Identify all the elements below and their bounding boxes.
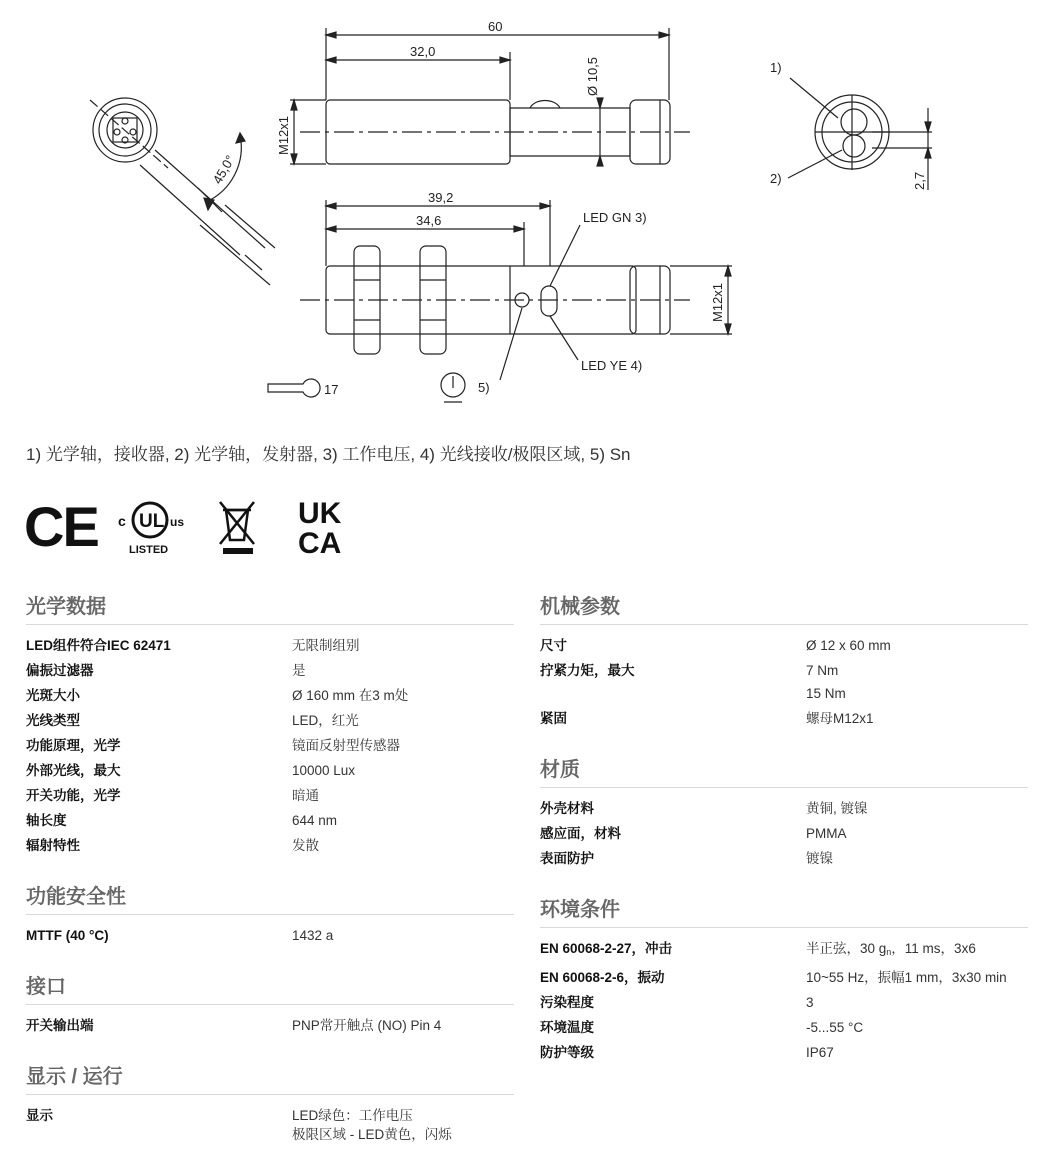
spec-value: IP67 bbox=[806, 1045, 834, 1060]
spec-key: 光斑大小 bbox=[26, 688, 80, 703]
spec-row bbox=[540, 965, 1028, 990]
spec-key: 辐射特性 bbox=[26, 838, 80, 853]
svg-text:c: c bbox=[118, 513, 126, 529]
spec-key: 拧紧力矩，最大 bbox=[540, 663, 635, 678]
optical-axis-emitter-label: 2) bbox=[770, 171, 782, 186]
spec-row bbox=[540, 658, 1028, 706]
svg-text:us: us bbox=[170, 515, 185, 529]
interface-section bbox=[26, 970, 514, 1038]
dim-39-2-label: 39,2 bbox=[428, 190, 454, 205]
svg-text:UK: UK bbox=[298, 497, 342, 530]
spec-row bbox=[540, 796, 1028, 821]
spec-key: 光线类型 bbox=[26, 713, 80, 728]
dim-45-label: 45,0° bbox=[209, 152, 238, 187]
spec-row bbox=[26, 833, 514, 858]
technical-drawing bbox=[0, 0, 1047, 420]
spec-row bbox=[540, 706, 1028, 731]
spec-value: 644 nm bbox=[292, 813, 338, 828]
optical-axis-receiver-label: 1) bbox=[770, 60, 782, 75]
dim-2-7-label: 2,7 bbox=[912, 171, 927, 190]
dim-10-5-label: Ø 10,5 bbox=[585, 56, 600, 96]
spec-key: 紧固 bbox=[540, 711, 567, 726]
functional-safety-title: 功能安全性 bbox=[26, 880, 514, 915]
spec-value: Ø 12 x 60 mm bbox=[806, 638, 891, 653]
right-spec-column bbox=[540, 590, 1028, 1087]
spec-key: 偏振过滤器 bbox=[26, 663, 94, 678]
spec-row bbox=[26, 683, 514, 708]
lens-front-view bbox=[788, 78, 932, 190]
ul-listed-mark bbox=[118, 503, 184, 556]
left-spec-column bbox=[26, 590, 514, 1169]
spec-row bbox=[540, 1040, 1028, 1065]
spec-value: PMMA bbox=[806, 826, 847, 841]
spec-value: 暗通 bbox=[292, 788, 319, 803]
spec-value: -5...55 °C bbox=[806, 1020, 864, 1035]
spec-key: EN 60068-2-27，冲击 bbox=[540, 941, 673, 956]
spec-row bbox=[540, 633, 1028, 658]
mechanical-title: 机械参数 bbox=[540, 590, 1028, 625]
optical-data-title: 光学数据 bbox=[26, 590, 514, 625]
spec-value: PNP常开触点 (NO) Pin 4 bbox=[292, 1018, 442, 1033]
ukca-mark bbox=[298, 497, 342, 560]
material-title: 材质 bbox=[540, 753, 1028, 788]
svg-text:CA: CA bbox=[298, 527, 342, 560]
certification-marks bbox=[24, 496, 364, 560]
display-title: 显示 / 运行 bbox=[26, 1060, 514, 1095]
spec-key: 外部光线，最大 bbox=[26, 763, 121, 778]
spec-row bbox=[540, 846, 1028, 871]
spec-key: 环境温度 bbox=[540, 1020, 594, 1035]
weee-bin-icon bbox=[220, 502, 254, 554]
spec-value bbox=[806, 939, 1028, 962]
shock-value-a: 半正弦，30 g bbox=[806, 941, 887, 956]
spec-value: 镀镍 bbox=[806, 851, 833, 866]
spec-row bbox=[26, 1103, 514, 1147]
spec-key: MTTF (40 °C) bbox=[26, 928, 109, 943]
spec-row bbox=[26, 923, 514, 948]
spec-key: 尺寸 bbox=[540, 638, 567, 653]
dim-m12-bottom-label: M12x1 bbox=[710, 282, 725, 322]
ce-mark bbox=[24, 496, 98, 558]
environment-section bbox=[540, 893, 1028, 1065]
spec-key: EN 60068-2-6，振动 bbox=[540, 970, 665, 985]
spec-value: 镜面反射型传感器 bbox=[292, 738, 400, 753]
display-value-line: 极限区域 - LED黄色，闪烁 bbox=[292, 1127, 452, 1142]
spec-row bbox=[26, 1013, 514, 1038]
dim-m12-top-label: M12x1 bbox=[276, 115, 291, 155]
spec-value: Ø 160 mm 在3 m处 bbox=[292, 688, 409, 703]
mechanical-section bbox=[540, 590, 1028, 731]
spec-key: 外壳材料 bbox=[540, 801, 594, 816]
spec-key: 防护等级 bbox=[540, 1045, 594, 1060]
spec-key: 感应面，材料 bbox=[540, 826, 621, 841]
sensor-side-view-bottom bbox=[268, 200, 732, 402]
spec-key: 开关功能，光学 bbox=[26, 788, 121, 803]
spec-value: 发散 bbox=[292, 838, 319, 853]
spec-row bbox=[26, 633, 514, 658]
led-gn-label: LED GN 3) bbox=[583, 210, 647, 225]
spec-key: LED组件符合IEC 62471 bbox=[26, 638, 171, 653]
spec-value bbox=[806, 661, 1028, 703]
spec-row bbox=[26, 658, 514, 683]
spec-value: 无限制组别 bbox=[292, 638, 360, 653]
spec-value: 10000 Lux bbox=[292, 763, 356, 778]
spec-row bbox=[26, 708, 514, 733]
spec-value: 是 bbox=[292, 663, 306, 678]
spec-row bbox=[26, 783, 514, 808]
display-section bbox=[26, 1060, 514, 1147]
shock-value-subscript: n bbox=[886, 947, 892, 957]
drawing-caption: 1) 光学轴，接收器, 2) 光学轴，发射器, 3) 工作电压, 4) 光线接收/极限区域, 5) Sn bbox=[26, 445, 631, 464]
spec-value: 1432 a bbox=[292, 928, 334, 943]
connector-end-view bbox=[90, 98, 275, 285]
spec-row bbox=[540, 821, 1028, 846]
spec-row bbox=[26, 733, 514, 758]
spec-value: 黄铜, 镀镍 bbox=[806, 801, 868, 816]
spec-key: 开关输出端 bbox=[26, 1018, 94, 1033]
optical-data-section bbox=[26, 590, 514, 858]
spec-row bbox=[540, 936, 1028, 965]
spec-value: 10~55 Hz，振幅1 mm，3x30 min bbox=[806, 970, 1007, 985]
torque-value-line: 7 Nm bbox=[806, 663, 839, 678]
torque-value-line: 15 Nm bbox=[806, 686, 846, 701]
spec-key: 功能原理，光学 bbox=[26, 738, 121, 753]
spec-key: 污染程度 bbox=[540, 995, 594, 1010]
sensor-side-view-top bbox=[290, 28, 690, 166]
dim-34-6-label: 34,6 bbox=[416, 213, 442, 228]
spec-row bbox=[26, 808, 514, 833]
spec-value: LED，红光 bbox=[292, 713, 359, 728]
dim-60-label: 60 bbox=[488, 19, 503, 34]
spec-value bbox=[292, 1106, 514, 1144]
spec-row bbox=[540, 1015, 1028, 1040]
svg-text:UL: UL bbox=[139, 511, 165, 532]
svg-text:LISTED: LISTED bbox=[129, 544, 169, 556]
svg-text:CE: CE bbox=[24, 496, 98, 558]
wrench-size-label: 17 bbox=[324, 382, 339, 397]
material-section bbox=[540, 753, 1028, 871]
shock-value-b: ，11 ms，3x6 bbox=[891, 941, 976, 956]
functional-safety-section bbox=[26, 880, 514, 948]
display-value-line: LED绿色：工作电压 bbox=[292, 1108, 413, 1123]
interface-title: 接口 bbox=[26, 970, 514, 1005]
spec-row bbox=[540, 990, 1028, 1015]
spec-key: 表面防护 bbox=[540, 851, 594, 866]
environment-title: 环境条件 bbox=[540, 893, 1028, 928]
spec-key: 轴长度 bbox=[26, 813, 67, 828]
sn-adjuster-label: 5) bbox=[478, 380, 490, 395]
spec-value: 螺母M12x1 bbox=[806, 711, 874, 726]
dim-32-label: 32,0 bbox=[410, 44, 436, 59]
led-ye-label: LED YE 4) bbox=[581, 358, 643, 373]
spec-key: 显示 bbox=[26, 1108, 53, 1123]
spec-value: 3 bbox=[806, 995, 814, 1010]
spec-row bbox=[26, 758, 514, 783]
